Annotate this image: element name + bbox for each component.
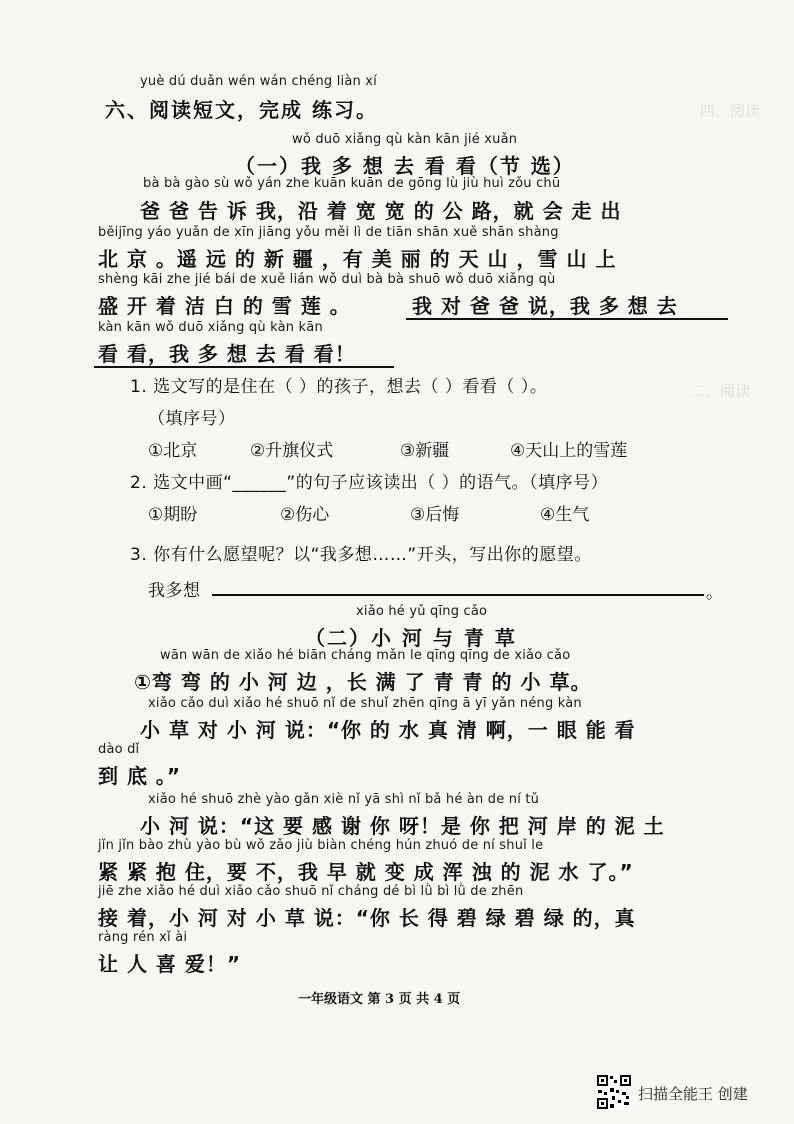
pinyin-line: shèng kāi zhe jié bái de xuě lián wǒ duì bà bà shuō wǒ duō xiǎng qù [98,272,556,287]
answer-line[interactable] [212,594,704,596]
pinyin-line: xiǎo cǎo duì xiǎo hé shuō nǐ de shuǐ zhēn qīng ā yī yǎn néng kàn [148,696,582,711]
question-2: 2. 选文中画“______”的句子应该读出（ ）的语气。（填序号） [130,473,609,493]
pinyin-line: ràng rén xǐ ài [98,930,188,945]
pinyin-line: běijīng yáo yuǎn de xīn jiāng yǒu měi lì de tiān shān xuě shān shàng [98,225,559,240]
option: ③新疆 [400,441,450,461]
pinyin-line: jiē zhe xiǎo hé duì xiǎo cǎo shuō nǐ cháng dé bì lǜ bì lǜ de zhēn [98,884,524,899]
question-1-note: （填序号） [148,409,236,429]
pinyin-line: dào dǐ [98,742,140,757]
underline [94,366,394,368]
qr-code-icon [596,1074,632,1110]
option: ②升旗仪式 [250,441,334,461]
option: ②伤心 [280,505,330,525]
scanner-watermark: 扫描全能王 创建 [638,1085,748,1103]
underline [406,318,728,320]
question-1: 1. 选文写的是住在（ ）的孩子，想去（ ）看看（ ）。 [130,377,548,397]
text-line: 到 底 。” [98,764,182,788]
text-line: 让 人 喜 爱！” [98,952,242,976]
pinyin-line: jǐn jǐn bào zhù yào bù wǒ zǎo jiù biàn chéng hún zhuó de ní shuǐ le [98,838,544,853]
part1-title-pinyin: wǒ duō xiǎng qù kàn kān jié xuǎn [292,132,518,147]
option: ①北京 [148,441,198,461]
text-line: 接 着，小 河 对 小 草 说：“你 长 得 碧 绿 碧 绿 的，真 [98,906,636,930]
option: ④生气 [540,505,590,525]
section-title: 六、阅读短文，完成 练习。 [105,98,378,122]
section-pinyin: yuè dú duǎn wén wán chéng liàn xí [140,74,377,89]
pinyin-line: xiǎo hé shuō zhè yào gǎn xiè nǐ yā shì nǐ bǎ hé àn de ní tǔ [148,792,540,807]
option: ①期盼 [148,505,198,525]
bleed-through-text: 二、阅读 [690,382,751,400]
question-3: 3. 你有什么愿望呢？以“我多想……”开头，写出你的愿望。 [130,545,592,565]
underlined-sentence-part2: 看 看，我 多 想 去 看 看！ [98,342,356,366]
text-line: 紧 紧 抱 住，要 不，我 早 就 变 成 浑 浊 的 泥 水 了。” [98,860,634,884]
option: ③后悔 [410,505,460,525]
underlined-sentence-part1: 我 对 爸 爸 说，我 多 想 去 [412,294,678,318]
text-line: 爸 爸 告 诉 我，沿 着 宽 宽 的 公 路，就 会 走 出 [140,199,622,223]
answer-end: 。 [706,583,724,603]
option: ④天山上的雪莲 [510,441,628,461]
part1-title: （一）我 多 想 去 看 看（节 选） [235,154,575,178]
pinyin-line: kàn kān wǒ duō xiǎng qù kàn kān [98,320,323,335]
part2-title: （二）小 河 与 青 草 [305,626,517,650]
text-line: 北 京 。遥 远 的 新 疆 ，有 美 丽 的 天 山 ，雪 山 上 [98,247,617,271]
answer-prefix: 我多想 [148,581,201,601]
text-line: 盛 开 着 洁 白 的 雪 莲 。 [98,294,351,318]
pinyin-line: wān wān de xiǎo hé biān cháng mǎn le qīng qīng de xiǎo cǎo [160,648,571,663]
text-line: ①弯 弯 的 小 河 边 ，长 满 了 青 青 的 小 草。 [134,670,592,694]
bleed-through-text: 四、阅读 [700,102,761,120]
page-footer: 一年级语文 第 3 页 共 4 页 [298,992,461,1007]
pinyin-line: bà bà gào sù wǒ yán zhe kuān kuān de gōng lù jiù huì zǒu chū [143,176,561,191]
part2-title-pinyin: xiǎo hé yǔ qīng cǎo [356,604,488,619]
text-line: 小 草 对 小 河 说：“你 的 水 真 清 啊，一 眼 能 看 [140,718,636,742]
text-line: 小 河 说：“这 要 感 谢 你 呀！是 你 把 河 岸 的 泥 土 [140,814,665,838]
